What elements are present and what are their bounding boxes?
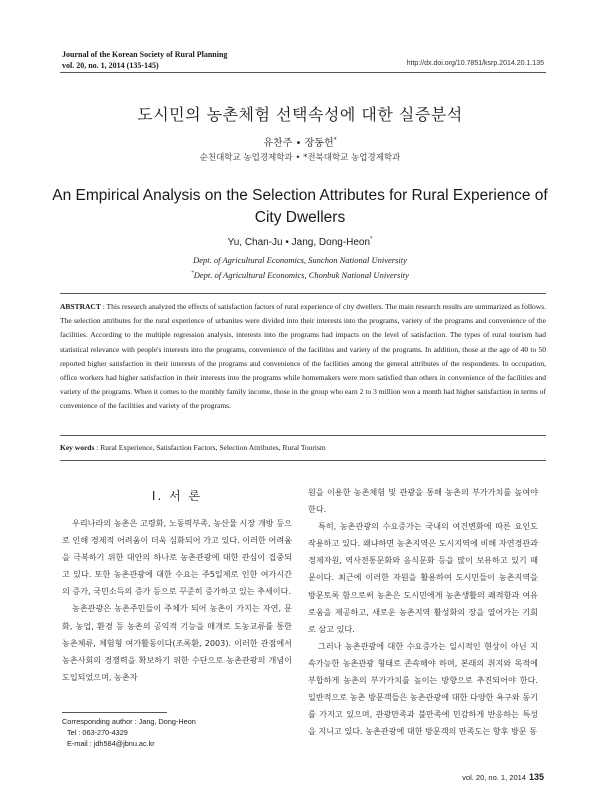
authors-english: Yu, Chan-Ju • Jang, Dong-Heon* bbox=[227, 236, 373, 248]
footnote-rule bbox=[62, 712, 167, 713]
section-heading-introduction: Ⅰ. 서 론 bbox=[151, 489, 203, 503]
header-rule bbox=[60, 72, 546, 73]
abstract-label: ABSTRACT bbox=[60, 302, 101, 311]
authors-korean: 유찬주 • 장동헌* bbox=[263, 136, 337, 149]
footnote-author: Corresponding author : Jang, Dong-Heon bbox=[62, 717, 196, 726]
journal-name: Journal of the Korean Society of Rural Planning bbox=[62, 50, 228, 59]
abstract-text: : This research analyzed the effects of satisfaction factors of rural experience of city dwellers. The main research results are summarized as follows. The selection attributes for the rural experience of urbanites were divided into their interests into the programs, variety of the programs and convenience of the facilities. According to the multiple regression analysis, interests into the programs had impacts on the level of satisfaction. The types of rural tourism had statistical relevance with people's interests into the programs, convenience of the facilities and variety of the programs. In addition, those at the age of 40 to 50 reported higher satisfaction in their interests of the programs and convenience of the facilities among the general attributes of the respondents. In occupation, office workers had higher satisfaction in their interests into the programs while homemakers were more satisfied than others in convenience of the facilities and variety of the programs. When it comes to the monthly family income, those in the group who earn 2 to 3 million won a month had higher satisfaction in terms of convenience of the facilities and variety of the programs. bbox=[60, 302, 546, 411]
right-column bbox=[308, 484, 538, 740]
doi-link[interactable]: http://dx.doi.org/10.7851/ksrp.2014.20.1.135 bbox=[406, 60, 544, 67]
right-paragraph-2: 그러나 농촌관광에 대한 수요증가는 일시적인 현상이 아닌 지속가능한 농촌관광 형태로 존속해야 하며, 본래의 취지와 목적에 부합하게 농촌의 부가가치를 높이는 방향으로 추진되어야 한다. 일반적으로 농촌 방문객들은 농촌관광에 대한 다양한 욕구와 동기를 가지고 있으며, 관광만족과 불만족에 민감하게 반응하는 특성을 지니고 있다. 농촌관광에 대한 방문객의 만족도는 향후 방문 동 bbox=[308, 640, 538, 737]
footnote-tel: Tel : 063-270-4329 bbox=[67, 728, 128, 737]
title-korean: 도시민의 농촌체험 선택속성에 대한 실증분석 bbox=[137, 105, 463, 124]
title-english: An Empirical Analysis on the Selection Attributes for Rural Experience of City Dwellers bbox=[52, 187, 548, 226]
corresponding-author-footnote bbox=[62, 716, 196, 749]
keywords bbox=[60, 443, 546, 452]
right-paragraph-1: 특히, 농촌관광의 수요증가는 국내의 여건변화에 따른 요인도 작용하고 있다. 왜냐하면 농촌지역은 도시지역에 비해 자연경관과 경제자원, 역사전통문화와 음식문화 등을 많이 보유하고 있기 때문이다. 최근에 이러한 자원을 활용하여 도시민들이 농촌지역을 방문토록 함으로써 농촌은 도시민에게 농촌생활의 쾌적함과 여유로움을 제공하고, 새로운 농촌지역 활성화의 장을 열어가는 기회로 삼고 있다. bbox=[308, 521, 538, 634]
page-footer bbox=[462, 772, 544, 782]
journal-header bbox=[62, 49, 227, 71]
affiliation-english-2: *Dept. of Agricultural Economics, Chonbuk National University bbox=[191, 270, 409, 280]
affiliation-korean: 순천대학교 농업경제학과 • *전북대학교 농업경제학과 bbox=[199, 153, 401, 163]
left-paragraph-1: 우리나라의 농촌은 고령화, 노동력부족, 농산물 시장 개방 등으로 인해 경제적 어려움이 더욱 심화되어 가고 있다. 이러한 어려움을 극복하기 위한 대안의 하나로 농촌관광에 대한 관심이 집중되고 있다. 또한 농촌관광에 대한 수요는 주5일제로 인한 여가시간의 증가, 국민소득의 증가 등으로 꾸준히 증가하고 있는 추세이다. bbox=[62, 518, 292, 597]
right-paragraph-0: 원을 이용한 농촌체험 및 관광을 통해 농촌의 부가가치를 높여야 한다. bbox=[308, 487, 538, 515]
left-paragraph-2: 농촌관광은 농촌주민들이 주체가 되어 농촌이 가지는 자연, 문화, 농업, 환경 등 농촌의 공익적 기능을 매개로 도농교류를 통한 농촌체류, 체험형 여가활동이다(조록환, 2003). 이러한 관점에서 농촌사회의 경쟁력을 확보하기 위한 수단으로 농촌관광의 개념이 도입되었으며, 농촌자 bbox=[62, 603, 292, 682]
left-column bbox=[62, 515, 292, 686]
volume-info: vol. 20, no. 1, 2014 (135-145) bbox=[62, 61, 159, 70]
abstract-top-rule bbox=[60, 293, 546, 294]
footnote-email[interactable]: E-mail : jdh584@jbnu.ac.kr bbox=[67, 739, 155, 748]
page-number: 135 bbox=[528, 772, 544, 782]
affiliation-english-1: Dept. of Agricultural Economics, Sunchon National University bbox=[193, 255, 407, 265]
keywords-bottom-rule bbox=[60, 460, 546, 461]
keywords-top-rule bbox=[60, 435, 546, 436]
footer-volume: vol. 20, no. 1, 2014 bbox=[462, 773, 526, 782]
abstract bbox=[60, 300, 546, 414]
keywords-text: : Rural Experience, Satisfaction Factors, Selection Attributes, Rural Tourism bbox=[94, 443, 326, 452]
keywords-label: Key words bbox=[60, 443, 95, 452]
